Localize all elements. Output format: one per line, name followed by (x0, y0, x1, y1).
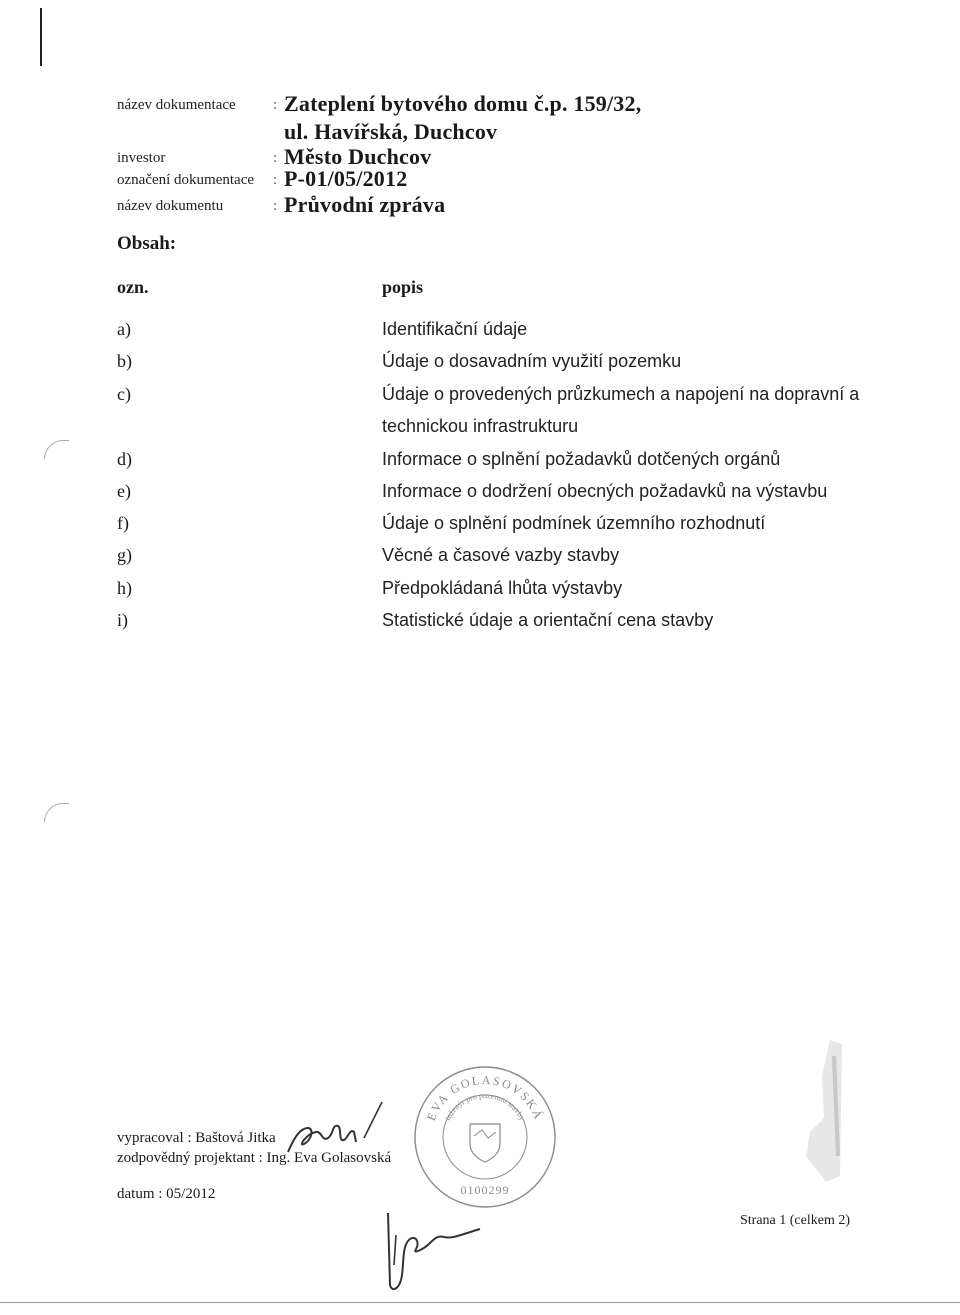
header-separator: : (273, 97, 278, 113)
header-separator: : (273, 150, 278, 166)
contents-row-description: Údaje o dosavadním využití pozemku (382, 351, 682, 371)
header-label-doc-name: název dokumentu (117, 198, 224, 214)
document-date: datum : 05/2012 (117, 1186, 216, 1202)
scan-hole-mark (44, 803, 69, 822)
header-value-doc-name: Průvodní zpráva (284, 192, 446, 217)
contents-row-description: Předpokládaná lhůta výstavby (382, 578, 623, 598)
contents-row-description: Informace o splnění požadavků dotčených orgánů (382, 449, 781, 469)
contents-row-description-continued: technickou infrastrukturu (382, 416, 579, 436)
contents-row-id: d) (117, 449, 132, 469)
page-number: Strana 1 (celkem 2) (740, 1213, 851, 1228)
contents-row-description: Údaje o splnění podmínek územního rozhodnutí (382, 513, 766, 533)
scan-edge-mark (40, 8, 42, 66)
contents-column-description: popis (382, 277, 424, 297)
header-separator: : (273, 198, 278, 214)
scan-bottom-line (0, 1302, 960, 1303)
contents-row-id: g) (117, 545, 132, 565)
official-stamp (410, 1062, 560, 1212)
responsible-designer: zodpovědný projektant : Ing. Eva Golasovská (117, 1150, 392, 1166)
header-label-doc-code: označení dokumentace (117, 172, 255, 188)
contents-row-id: e) (117, 481, 131, 501)
header-value-doc-code: P-01/05/2012 (284, 166, 408, 191)
header-label-documentation-name: název dokumentace (117, 97, 236, 113)
scan-hole-mark (44, 440, 69, 459)
contents-row-id: h) (117, 578, 132, 598)
header-label-investor: investor (117, 150, 166, 166)
contents-title: Obsah: (117, 233, 177, 254)
contents-row-id: i) (117, 610, 128, 630)
stamp-emblem (470, 1124, 500, 1162)
contents-row-description: Identifikační údaje (382, 319, 528, 339)
stamp-number: 0100299 (460, 1183, 510, 1197)
contents-column-id: ozn. (117, 277, 149, 297)
signature-drawing (380, 1205, 485, 1295)
prepared-by: vypracoval : Baštová Jitka (117, 1130, 276, 1146)
contents-row-id: a) (117, 319, 131, 339)
contents-row-description: Údaje o provedených průzkumech a napojení na dopravní a (382, 384, 860, 404)
contents-row-description: Věcné a časové vazby stavby (382, 545, 620, 565)
header-separator: : (273, 172, 278, 188)
header-value-documentation-name: Zateplení bytového domu č.p. 159/32, (284, 91, 642, 116)
contents-row-description: Informace o dodržení obecných požadavků na výstavbu (382, 481, 828, 501)
signature-drawing (282, 1098, 392, 1160)
contents-row-description: Statistické údaje a orientační cena stavby (382, 610, 714, 630)
stamp-title-text: inženýr pro pozemní stavby (443, 1090, 527, 1122)
scan-corner-mark (786, 1036, 866, 1186)
header-value-documentation-name-line2: ul. Havířská, Duchcov (284, 119, 498, 144)
contents-row-id: f) (117, 513, 129, 533)
contents-row-id: c) (117, 384, 131, 404)
header-value-investor: Město Duchcov (284, 144, 432, 169)
stamp-name-text: EVA GOLASOVSKÁ (423, 1072, 547, 1123)
contents-row-id: b) (117, 351, 132, 371)
